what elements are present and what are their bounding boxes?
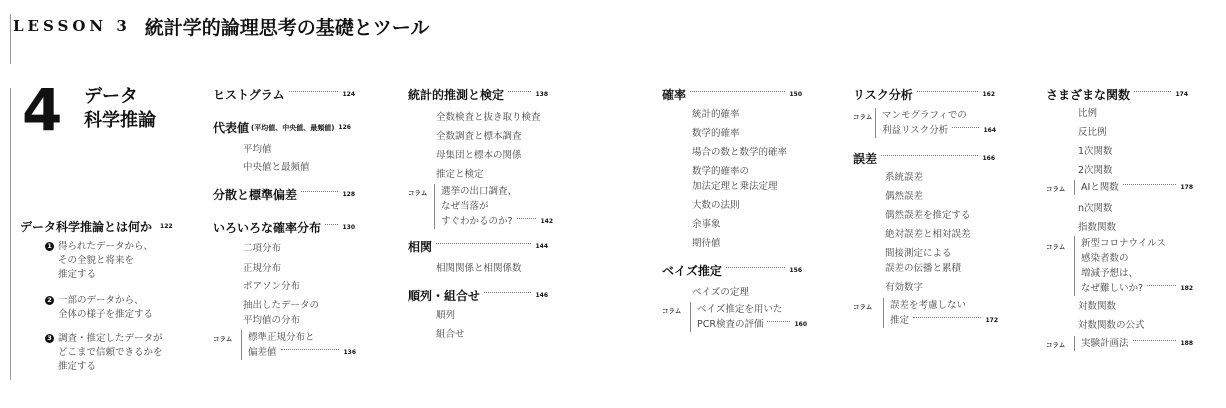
toc-subentry[interactable]: 正規分布 [243, 263, 282, 274]
toc-subentry[interactable]: 組合せ [436, 329, 465, 340]
toc-subentry[interactable]: 加法定理と乗法定理 [692, 181, 778, 192]
toc-subentry[interactable]: 誤差の伝播と累積 [885, 263, 962, 274]
toc-entry-inference[interactable]: 統計的推測と検定 138 [408, 88, 548, 102]
toc-subentry[interactable]: 絶対誤差と相対誤差 [885, 229, 971, 240]
toc-subentry[interactable]: 有効数字 [885, 282, 924, 293]
toc-subentry[interactable]: ポアソン分布 [243, 281, 301, 292]
toc-column-box[interactable]: 実験計画法 188 [1074, 336, 1193, 351]
lesson-title: 統計学的論理思考の基礎とツール [144, 16, 430, 39]
intro-point: 2 一部のデータから、 全体の様子を推定する [58, 294, 153, 322]
toc-subentry[interactable]: 相関関係と相関係数 [436, 263, 522, 274]
toc-subentry[interactable]: 抽出したデータの [243, 300, 320, 311]
lesson-label: LESSON 3 [13, 17, 131, 35]
toc-entry-representative[interactable]: 代表値 (平均値、中央値、最頻値) 126 [213, 121, 351, 135]
chapter-title-line2: 科学推論 [84, 110, 156, 131]
column-label: コラム [853, 113, 873, 121]
toc-entry-functions[interactable]: さまざまな関数 174 [1046, 88, 1188, 102]
toc-entry-permutation[interactable]: 順列・組合せ 146 [408, 289, 548, 303]
column-label: コラム [213, 335, 233, 343]
toc-subentry[interactable]: 1次関数 [1078, 146, 1113, 157]
chapter-heading [22, 76, 202, 144]
column-label: コラム [662, 307, 682, 315]
toc-subentry[interactable]: 場合の数と数学的確率 [692, 147, 788, 158]
toc-subentry[interactable]: ベイズの定理 [692, 287, 749, 298]
toc-subentry[interactable]: 反比例 [1078, 127, 1107, 138]
toc-column-box[interactable]: ベイズ推定を用いた PCR検査の評価 160 [690, 302, 807, 332]
toc-subentry[interactable]: 指数関数 [1078, 222, 1117, 233]
number-badge: 1 [45, 242, 54, 251]
number-badge: 2 [45, 296, 54, 305]
toc-subentry[interactable]: 中央値と最頻値 [243, 162, 310, 173]
toc-subentry[interactable]: 母集団と標本の関係 [436, 150, 522, 161]
toc-subentry[interactable]: 数学的確率の [692, 166, 750, 177]
toc-subentry[interactable]: 偶然誤差を推定する [885, 210, 971, 221]
toc-subentry[interactable]: 大数の法則 [692, 200, 740, 211]
toc-subentry[interactable]: 数学的確率 [692, 128, 740, 139]
toc-subentry[interactable]: 平均値 [243, 144, 272, 155]
header-rule [10, 14, 11, 64]
chapter-title-line1: データ [84, 86, 138, 107]
intro-point: 1 得られたデータから、 その全貌と将来を 推定する [58, 240, 153, 282]
toc-subentry[interactable]: 系統誤差 [885, 172, 924, 183]
toc-entry-error[interactable]: 誤差 166 [853, 152, 995, 166]
toc-entry-distribution[interactable]: いろいろな確率分布 130 [213, 221, 355, 235]
toc-subentry[interactable]: 間接測定による [885, 248, 952, 259]
toc-subentry[interactable]: 順列 [436, 310, 456, 321]
toc-column-box[interactable]: マンモグラフィでの 利益リスク分析 164 [875, 108, 996, 138]
toc-subentry[interactable]: 期待値 [692, 238, 721, 249]
toc-subentry[interactable]: 二項分布 [243, 243, 282, 254]
column-label: コラム [1046, 341, 1066, 349]
toc-subentry[interactable]: 偶然誤差 [885, 191, 924, 202]
intro-title: データ科学推論とは何か [20, 220, 153, 234]
toc-column-box[interactable]: 新型コロナウイルス 感染者数の 増減予想は、 なぜ難しいか? 182 [1074, 236, 1193, 296]
toc-subentry[interactable]: 余事象 [692, 219, 721, 230]
toc-entry-risk[interactable]: リスク分析 162 [853, 88, 995, 102]
column-label: コラム [408, 189, 428, 197]
toc-subentry[interactable]: 平均値の分布 [243, 315, 301, 326]
toc-column-box[interactable]: 標準正規分布と 偏差値 136 [241, 330, 356, 360]
column-label: コラム [853, 303, 873, 311]
chapter-number: 4 [22, 76, 63, 144]
toc-subentry[interactable]: 統計的確率 [692, 109, 740, 120]
toc-entry-variance[interactable]: 分散と標準偏差 128 [213, 188, 355, 202]
toc-entry-probability[interactable]: 確率 150 [662, 88, 802, 102]
toc-subentry[interactable]: n次関数 [1078, 203, 1113, 214]
toc-entry-intro[interactable] [20, 218, 172, 235]
toc-column-box[interactable]: 誤差を考慮しない 推定 172 [883, 298, 998, 328]
page-number: 122 [160, 223, 173, 230]
toc-column-box[interactable]: 選挙の出口調査、 なぜ当落が すぐわかるのか? 142 [434, 184, 553, 229]
column-label: コラム [1046, 185, 1066, 193]
toc-subentry[interactable]: 2次関数 [1078, 165, 1113, 176]
chapter-rule [10, 88, 11, 380]
toc-subentry[interactable]: 全数検査と抜き取り検査 [436, 112, 541, 123]
intro-point: 3 調査・推定したデータが どこまで信頼できるかを 推定する [58, 332, 163, 374]
toc-entry-correlation[interactable]: 相関 144 [408, 240, 548, 254]
toc-entry-histogram[interactable]: ヒストグラム 124 [213, 88, 355, 102]
toc-subentry[interactable]: 比例 [1078, 108, 1098, 119]
toc-subentry[interactable]: 推定と検定 [436, 169, 484, 180]
column-label: コラム [1046, 243, 1066, 251]
toc-subentry[interactable]: 全数調査と標本調査 [436, 131, 522, 142]
toc-subentry[interactable]: 対数関数 [1078, 301, 1117, 312]
number-badge: 3 [45, 334, 54, 343]
toc-column-box[interactable]: AIと関数 178 [1074, 180, 1193, 195]
toc-subentry[interactable]: 対数関数の公式 [1078, 320, 1145, 331]
toc-entry-bayes[interactable]: ベイズ推定 156 [662, 264, 802, 278]
lesson-header [13, 10, 429, 42]
